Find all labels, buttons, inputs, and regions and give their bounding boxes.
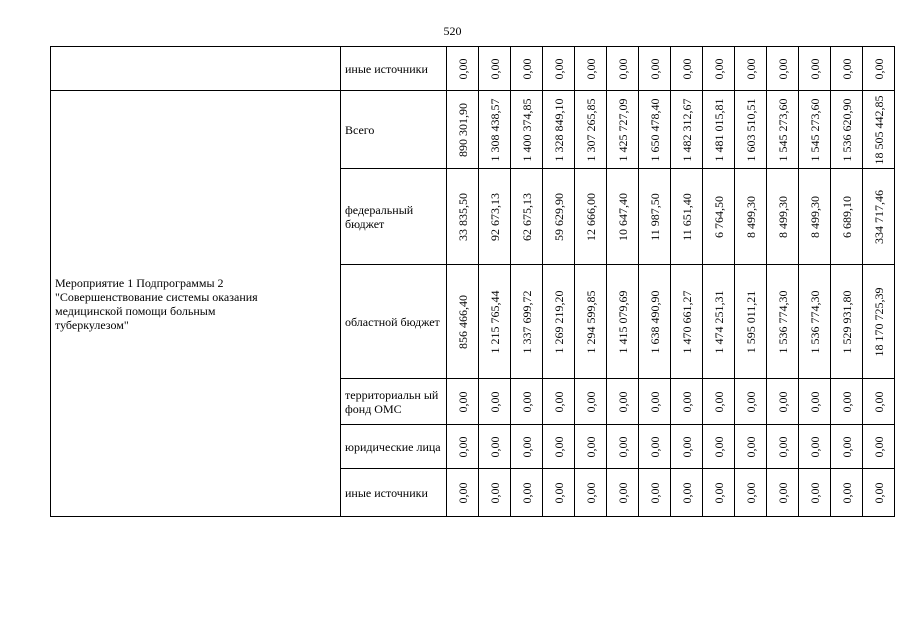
value-cell [671,265,703,379]
table-row [51,91,895,169]
row-3-value: 0,00 [775,391,790,412]
row-5-value: 0,00 [487,482,502,503]
row-3-value: 0,00 [807,391,822,412]
row-5-value: 0,00 [743,482,758,503]
table-row [51,47,895,91]
row-2-value: 1 470 661,27 [679,290,694,353]
value-cell [831,265,863,379]
value-cell [575,469,607,517]
value-cell [543,469,575,517]
value-cell [831,47,863,91]
value-cell [863,91,895,169]
value-cell [799,47,831,91]
source-label: юридические лица [345,439,441,454]
value-cell [511,469,543,517]
top-row-value: 0,00 [839,58,854,79]
row-1-value: 6 764,50 [711,195,726,238]
row-4-value: 0,00 [775,436,790,457]
top-row-value: 0,00 [679,58,694,79]
row-4-value: 0,00 [807,436,822,457]
value-cell [479,265,511,379]
row-3-value: 0,00 [583,391,598,412]
value-cell [607,169,639,265]
activity-title-line: "Совершенствование системы оказания [55,289,258,304]
row-4-value: 0,00 [871,436,886,457]
row-3-value: 0,00 [743,391,758,412]
value-cell [575,47,607,91]
top-row-value: 0,00 [711,58,726,79]
value-cell [543,47,575,91]
row-1-value: 10 647,40 [615,192,630,241]
value-cell [735,47,767,91]
row-3-value: 0,00 [647,391,662,412]
row-5-value: 0,00 [711,482,726,503]
top-row-value: 0,00 [615,58,630,79]
value-cell [831,91,863,169]
row-1-value: 12 666,00 [583,192,598,241]
value-cell [703,265,735,379]
top-row-value: 0,00 [519,58,534,79]
row-3-value: 0,00 [871,391,886,412]
row-3-value: 0,00 [679,391,694,412]
source-label: федеральный бюджет [345,202,414,231]
top-row-value: 0,00 [455,58,470,79]
row-2-value: 1 474 251,31 [711,290,726,353]
row-1-value: 8 499,30 [775,195,790,238]
value-cell [735,91,767,169]
value-cell [575,265,607,379]
value-cell [703,379,735,425]
value-cell [703,47,735,91]
row-2-value: 1 536 774,30 [775,290,790,353]
value-cell [607,265,639,379]
value-cell [767,47,799,91]
value-cell [863,169,895,265]
row-5-value: 0,00 [615,482,630,503]
value-cell [543,265,575,379]
value-cell [767,265,799,379]
row-5-value: 0,00 [647,482,662,503]
source-cell [341,469,447,517]
top-row-value: 0,00 [487,58,502,79]
source-cell [341,169,447,265]
source-cell [341,425,447,469]
value-cell [479,91,511,169]
value-cell [799,379,831,425]
value-cell [767,425,799,469]
source-cell [341,379,447,425]
value-cell [639,469,671,517]
value-cell [735,469,767,517]
row-2-value: 1 638 490,90 [647,290,662,353]
value-cell [671,425,703,469]
value-cell [447,425,479,469]
value-cell [447,169,479,265]
value-cell [447,91,479,169]
value-cell [639,91,671,169]
source-cell [341,91,447,169]
value-cell [703,169,735,265]
row-2-value: 1 215 765,44 [487,290,502,353]
top-row-value: 0,00 [775,58,790,79]
top-row-value: 0,00 [871,58,886,79]
value-cell [479,379,511,425]
value-cell [767,379,799,425]
row-3-value: 0,00 [455,391,470,412]
value-cell [671,169,703,265]
value-cell [575,169,607,265]
source-label: иные источники [345,61,428,76]
row-5-value: 0,00 [583,482,598,503]
top-row-value: 0,00 [807,58,822,79]
row-1-value: 6 689,10 [839,195,854,238]
value-cell [511,169,543,265]
value-cell [575,425,607,469]
value-cell [479,47,511,91]
value-cell [863,425,895,469]
value-cell [735,265,767,379]
value-cell [863,469,895,517]
value-cell [703,91,735,169]
value-cell [863,265,895,379]
value-cell [799,169,831,265]
row-5-value: 0,00 [551,482,566,503]
value-cell [511,91,543,169]
row-5-value: 0,00 [807,482,822,503]
value-cell [543,91,575,169]
row-1-value: 11 651,40 [679,192,694,241]
page-number: 520 [443,24,462,38]
row-2-value: 1 415 079,69 [615,290,630,353]
top-row-value: 0,00 [743,58,758,79]
row-4-value: 0,00 [487,436,502,457]
value-cell [543,379,575,425]
value-cell [831,379,863,425]
row-5-value: 0,00 [839,482,854,503]
top-row-value: 0,00 [647,58,662,79]
row-2-value: 856 466,40 [455,294,470,349]
value-cell [831,169,863,265]
top-row-value: 0,00 [583,58,598,79]
row-0-value: 1 400 374,85 [519,98,534,161]
value-cell [799,425,831,469]
value-cell [511,47,543,91]
row-1-value: 59 629,90 [551,192,566,241]
value-cell [639,265,671,379]
activity-title-line: туберкулезом" [55,317,129,332]
value-cell [607,91,639,169]
row-4-value: 0,00 [615,436,630,457]
value-cell [863,379,895,425]
row-4-value: 0,00 [711,436,726,457]
value-cell [799,469,831,517]
activity-title-line: Мероприятие 1 Подпрограммы 2 [55,275,224,290]
row-4-value: 0,00 [679,436,694,457]
value-cell [511,265,543,379]
value-cell [543,425,575,469]
value-cell [703,425,735,469]
row-2-value: 1 529 931,80 [839,290,854,353]
source-label: областной бюджет [345,314,440,329]
activity-title-line: медицинской помощи больным [55,303,216,318]
row-1-value: 62 675,13 [519,192,534,241]
row-4-value: 0,00 [519,436,534,457]
row-2-value: 1 536 774,30 [807,290,822,353]
value-cell [735,379,767,425]
row-4-value: 0,00 [551,436,566,457]
row-0-value: 1 650 478,40 [647,98,662,161]
value-cell [479,169,511,265]
value-cell [479,469,511,517]
value-cell [511,379,543,425]
value-cell [671,469,703,517]
row-0-value: 1 481 015,81 [711,98,726,161]
value-cell [671,91,703,169]
value-cell [767,91,799,169]
row-4-value: 0,00 [839,436,854,457]
source-cell [341,265,447,379]
row-5-value: 0,00 [679,482,694,503]
row-3-value: 0,00 [615,391,630,412]
row-0-value: 1 425 727,09 [615,98,630,161]
row-2-value: 1 595 011,21 [743,290,758,353]
row-5-value: 0,00 [519,482,534,503]
row-4-value: 0,00 [743,436,758,457]
value-cell [447,47,479,91]
activity-cell [51,91,341,517]
row-0-value: 1 536 620,90 [839,98,854,161]
top-row-value: 0,00 [551,58,566,79]
row-3-value: 0,00 [487,391,502,412]
value-cell [607,47,639,91]
row-3-value: 0,00 [839,391,854,412]
row-3-value: 0,00 [519,391,534,412]
value-cell [447,265,479,379]
row-0-value: 1 545 273,60 [775,98,790,161]
row-3-value: 0,00 [711,391,726,412]
row-0-value: 1 545 273,60 [807,98,822,161]
value-cell [575,379,607,425]
value-cell [447,379,479,425]
row-1-value: 8 499,30 [807,195,822,238]
value-cell [607,469,639,517]
value-cell [831,469,863,517]
value-cell [831,425,863,469]
value-cell [799,91,831,169]
value-cell [511,425,543,469]
row-2-value: 1 337 699,72 [519,290,534,353]
row-0-value: 1 307 265,85 [583,98,598,161]
source-label: территориальн ый фонд ОМС [345,387,439,416]
value-cell [703,469,735,517]
empty-activity-cell [51,47,341,91]
value-cell [543,169,575,265]
value-cell [447,469,479,517]
row-0-value: 890 301,90 [455,102,470,157]
value-cell [639,425,671,469]
row-0-value: 1 308 438,57 [487,98,502,161]
row-5-value: 0,00 [775,482,790,503]
value-cell [671,47,703,91]
source-label: Всего [345,122,375,137]
value-cell [863,47,895,91]
value-cell [639,379,671,425]
row-1-value: 8 499,30 [743,195,758,238]
value-cell [767,469,799,517]
value-cell [607,425,639,469]
row-1-value: 334 717,46 [871,189,886,244]
row-1-value: 33 835,50 [455,192,470,241]
value-cell [607,379,639,425]
row-0-value: 1 482 312,67 [679,98,694,161]
value-cell [575,91,607,169]
row-3-value: 0,00 [551,391,566,412]
value-cell [735,425,767,469]
row-0-value: 1 603 510,51 [743,98,758,161]
row-1-value: 11 987,50 [647,192,662,241]
row-0-value: 18 505 442,85 [871,95,886,164]
source-label: иные источники [345,485,428,500]
value-cell [639,47,671,91]
value-cell [799,265,831,379]
row-1-value: 92 673,13 [487,192,502,241]
value-cell [735,169,767,265]
value-cell [767,169,799,265]
value-cell [639,169,671,265]
value-cell [671,379,703,425]
row-5-value: 0,00 [871,482,886,503]
budget-table [50,46,895,517]
source-cell [341,47,447,91]
row-2-value: 1 294 599,85 [583,290,598,353]
row-5-value: 0,00 [455,482,470,503]
row-4-value: 0,00 [647,436,662,457]
row-4-value: 0,00 [455,436,470,457]
row-4-value: 0,00 [583,436,598,457]
row-0-value: 1 328 849,10 [551,98,566,161]
row-2-value: 1 269 219,20 [551,290,566,353]
value-cell [479,425,511,469]
row-2-value: 18 170 725,39 [871,287,886,356]
